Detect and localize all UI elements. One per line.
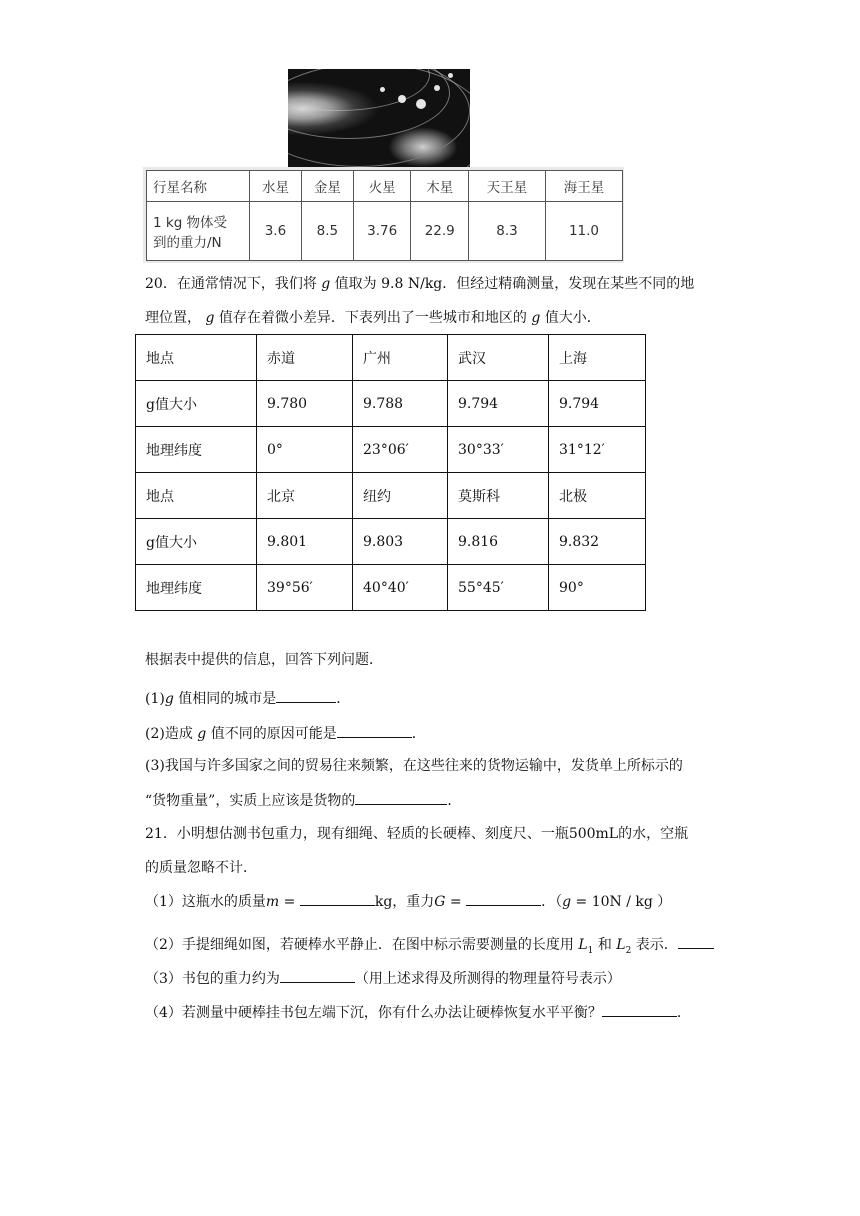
table-cell: 39°56′ xyxy=(257,565,353,611)
gravity-value: 22.9 xyxy=(411,202,469,261)
table-cell: 9.832 xyxy=(549,519,646,565)
table-row xyxy=(136,381,646,427)
table-cell: 9.794 xyxy=(549,381,646,427)
table-cell: 北京 xyxy=(257,473,353,519)
table-cell: 莫斯科 xyxy=(448,473,549,519)
table-cell: 地理纬度 xyxy=(136,565,257,611)
table-row xyxy=(136,565,646,611)
q20-sub1: (1)g 值相同的城市是 ． xyxy=(145,687,350,709)
table-cell: 地点 xyxy=(136,335,257,381)
table-cell: 9.803 xyxy=(353,519,448,565)
table-cell: 90° xyxy=(549,565,646,611)
table-cell: 23°06′ xyxy=(353,427,448,473)
planet-row-label xyxy=(147,202,250,261)
planet-header-label: 行星名称 xyxy=(147,171,250,202)
q20-sub3-line2: “货物重量”，实质上应该是货物的 ． xyxy=(145,789,461,811)
table-row xyxy=(136,473,646,519)
q20-line2: 理位置， g 值存在着微小差异．下表列出了一些城市和地区的 g 值大小． xyxy=(145,310,601,326)
answer-blank[interactable] xyxy=(280,967,355,983)
q21-line1: 21．小明想估测书包重力，现有细绳、轻质的长硬棒、刻度尺、一瓶500mL的水，空瓶 xyxy=(145,826,689,842)
table-row xyxy=(136,519,646,565)
table-cell: 赤道 xyxy=(257,335,353,381)
table-cell: 0° xyxy=(257,427,353,473)
planet-name: 海王星 xyxy=(545,171,622,202)
q21-sub2: （2）手提细绳如图，若硬棒水平静止．在图中标示需要测量的长度用 $L_1$ 和 $L_2$ 表示． xyxy=(145,933,714,961)
q21-sub4: （4）若测量中硬棒挂书包左端下沉，你有什么办法让硬棒恢复水平平衡？ ． xyxy=(145,1001,691,1023)
row-label-line1: 1 kg 物体受 xyxy=(153,215,228,231)
table-cell: 地理纬度 xyxy=(136,427,257,473)
table-cell: 上海 xyxy=(549,335,646,381)
q20-sub2: (2)造成 g 值不同的原因可能是 ． xyxy=(145,722,426,744)
answer-blank[interactable] xyxy=(337,722,412,738)
table-cell: 9.816 xyxy=(448,519,549,565)
table-cell: 武汉 xyxy=(448,335,549,381)
answer-blank[interactable] xyxy=(466,890,541,906)
table-cell: 地点 xyxy=(136,473,257,519)
gravity-value: 11.0 xyxy=(545,202,622,261)
table-row xyxy=(136,335,646,381)
table-cell: 9.780 xyxy=(257,381,353,427)
table-cell: g值大小 xyxy=(136,381,257,427)
table-row xyxy=(136,427,646,473)
answer-blank[interactable] xyxy=(276,687,336,703)
answer-blank[interactable] xyxy=(678,933,714,949)
planet-name: 木星 xyxy=(411,171,469,202)
table-cell: 30°33′ xyxy=(448,427,549,473)
q20-line1: 20．在通常情况下，我们将 g 值取为 9.8 N/kg．但经过精确测量，发现在某些不同的地 xyxy=(145,276,695,292)
table-cell: 40°40′ xyxy=(353,565,448,611)
planet-name: 火星 xyxy=(353,171,411,202)
planet-name: 金星 xyxy=(301,171,353,202)
q20-sub3-line1: (3)我国与许多国家之间的贸易往来频繁，在这些往来的货物运输中，发货单上所标示的 xyxy=(145,758,683,774)
planet-name: 天王星 xyxy=(469,171,546,202)
gravity-value: 8.5 xyxy=(301,202,353,261)
table-cell: 纽约 xyxy=(353,473,448,519)
table-cell: 9.801 xyxy=(257,519,353,565)
q21-sub3: （3）书包的重力约为 （用上述求得及所测得的物理量符号表示） xyxy=(145,967,621,989)
table-cell: 9.788 xyxy=(353,381,448,427)
table-cell: 9.794 xyxy=(448,381,549,427)
answer-blank[interactable] xyxy=(300,890,375,906)
answer-blank[interactable] xyxy=(355,789,447,805)
solar-system-image xyxy=(288,69,470,168)
g-value-table xyxy=(135,334,646,611)
q21-sub1: （1）这瓶水的质量m = kg，重力G = ．（g = 10N / kg ） xyxy=(145,890,671,912)
row-label-line2: 到的重力/N xyxy=(153,235,222,251)
table-cell: g值大小 xyxy=(136,519,257,565)
table-cell: 北极 xyxy=(549,473,646,519)
planet-gravity-table xyxy=(146,170,623,261)
table-cell: 55°45′ xyxy=(448,565,549,611)
answer-blank[interactable] xyxy=(602,1001,677,1017)
gravity-value: 3.6 xyxy=(250,202,302,261)
q21-line2: 的质量忽略不计． xyxy=(145,860,257,876)
gravity-value: 3.76 xyxy=(353,202,411,261)
table-cell: 31°12′ xyxy=(549,427,646,473)
table-cell: 广州 xyxy=(353,335,448,381)
gravity-value: 8.3 xyxy=(469,202,546,261)
planet-name: 水星 xyxy=(250,171,302,202)
q20-intro: 根据表中提供的信息，回答下列问题． xyxy=(145,652,383,668)
